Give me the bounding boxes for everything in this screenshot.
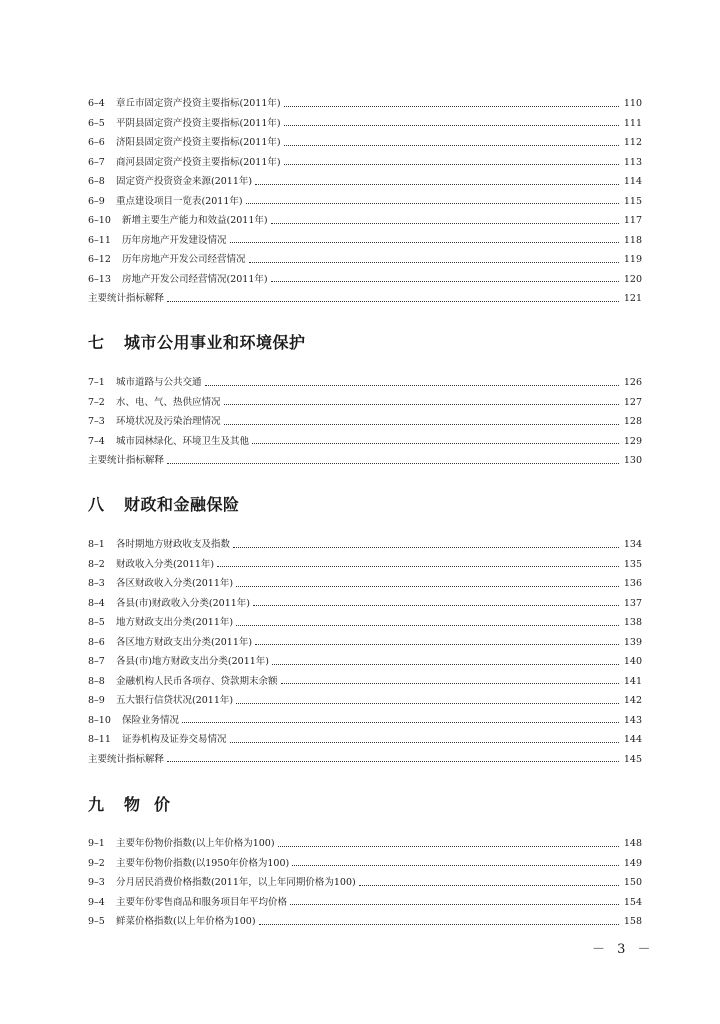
dot-leader [271,222,619,224]
entry-number: 6–13 [88,273,111,285]
entry-number: 7–2 [88,396,105,408]
toc-entry[interactable] [88,432,642,452]
entry-title: 水、电、气、热供应情况 [116,396,221,408]
entry-title: 城市道路与公共交通 [116,377,202,388]
entry-number: 9–5 [88,916,105,927]
dot-leader [230,741,619,743]
dot-leader [272,663,619,665]
entry-page: 154 [623,896,642,908]
entry-title: 金融机构人民币各项存、贷款期末余额 [116,675,278,687]
toc-entry[interactable] [88,412,642,432]
section-8-list [88,535,642,769]
entry-title: 各县(市)地方财政支出分类(2011年) [116,656,270,667]
dot-leader [284,105,619,107]
entry-number: 8–2 [88,558,105,570]
entry-title: 分月居民消费价格指数(2011年，以上年同期价格为100) [116,877,356,888]
toc-entry[interactable] [88,633,642,653]
toc-entry[interactable] [88,114,642,134]
dot-leader [281,682,619,684]
toc-entry-explanation[interactable] [88,451,642,471]
entry-page: 149 [623,857,642,869]
entry-page: 135 [623,558,642,570]
dot-leader [167,462,619,464]
toc-entry[interactable] [88,270,642,290]
entry-title: 保险业务情况 [122,714,180,726]
entry-number: 9–3 [88,877,105,888]
entry-page: 137 [623,597,642,609]
entry-page: 120 [623,273,642,285]
entry-title: 主要年份物价指数(以1950年价格为100) [116,857,290,869]
entry-title: 各区财政收入分类(2011年) [116,578,234,589]
dot-leader [182,721,619,723]
section-title: 城市公用事业和环境保护 [124,333,306,352]
entry-number: 8–1 [88,539,105,550]
entry-number: 8–8 [88,675,105,687]
section-number: 九 [88,795,105,814]
entry-page: 114 [623,176,642,187]
entry-title: 各区地方财政支出分类(2011年) [116,636,253,648]
entry-page: 148 [623,838,642,849]
toc-entry[interactable] [88,94,642,114]
entry-number: 6–8 [88,176,105,187]
entry-title: 鲜菜价格指数(以上年价格为100) [116,916,256,927]
dot-leader [255,643,619,645]
entry-number: 8–3 [88,578,105,589]
entry-title: 新增主要生产能力和效益(2011年) [122,215,268,226]
entry-number: 8–4 [88,597,105,609]
entry-number: 6–11 [88,234,111,246]
entry-title: 各时期地方财政收支及指数 [116,539,231,550]
toc-entry[interactable] [88,691,642,711]
entry-page: 141 [623,675,642,687]
entry-number: 9–4 [88,896,105,908]
entry-page: 110 [623,98,642,109]
entry-page: 121 [623,293,642,304]
dot-leader [284,163,619,165]
dot-leader [167,300,619,302]
dot-leader [249,261,619,263]
dot-leader [255,183,619,185]
entry-number: 7–1 [88,377,105,388]
toc-entry[interactable] [88,613,642,633]
dot-leader [236,702,619,704]
entry-number: 8–10 [88,714,111,726]
toc-entry[interactable] [88,912,642,932]
toc-entry[interactable] [88,652,642,672]
toc-entry[interactable] [88,133,642,153]
entry-page: 145 [623,753,642,765]
dot-leader [271,280,619,282]
entry-title: 各县(市)财政收入分类(2011年) [116,597,251,609]
entry-number: 6–12 [88,254,111,265]
dot-leader [252,442,619,444]
entry-page: 113 [623,156,642,168]
toc-entry[interactable] [88,153,642,173]
dot-leader [284,124,619,126]
entry-number: 6–7 [88,156,105,168]
entry-title: 历年房地产开发建设情况 [122,234,227,246]
entry-title: 章丘市固定资产投资主要指标(2011年) [116,98,281,109]
toc-entry[interactable] [88,211,642,231]
dot-leader [236,585,619,587]
toc-entry[interactable] [88,574,642,594]
toc-entry[interactable] [88,893,642,913]
toc-entry[interactable] [88,172,642,192]
dot-leader [292,864,619,866]
dot-leader [284,144,619,146]
entry-page: 130 [623,455,642,466]
entry-title: 城市园林绿化、环境卫生及其他 [116,435,250,447]
dot-leader [236,624,619,626]
toc-entry[interactable] [88,854,642,874]
toc-entry[interactable] [88,730,642,750]
entry-page: 126 [623,377,642,388]
dot-leader [246,202,619,204]
entry-page: 138 [623,617,642,628]
entry-number: 8–11 [88,734,111,745]
dot-leader [217,565,619,567]
entry-number: 8–5 [88,617,105,628]
toc-entry[interactable] [88,711,642,731]
section-number: 八 [88,495,105,514]
entry-number: 8–6 [88,636,105,648]
entry-page: 128 [623,416,642,427]
section-7-list [88,373,642,471]
entry-number: 6–5 [88,117,105,129]
dot-leader [230,241,619,243]
section-8-heading [88,492,240,515]
entry-title: 主要统计指标解释 [88,293,165,304]
entry-title: 济阳县固定资产投资主要指标(2011年) [116,137,281,148]
entry-title: 主要年份零售商品和服务项目年平均价格 [116,896,288,908]
toc-entry[interactable] [88,834,642,854]
toc-entry[interactable] [88,393,642,413]
entry-page: 118 [623,234,642,246]
entry-page: 111 [623,117,642,129]
section-number: 七 [88,333,105,352]
entry-page: 117 [623,215,642,226]
entry-title: 商河县固定资产投资主要指标(2011年) [116,156,281,168]
dot-leader [167,760,619,762]
toc-entry[interactable] [88,373,642,393]
entry-title: 主要年份物价指数(以上年价格为100) [116,838,275,849]
entry-title: 五大银行信贷状况(2011年) [116,695,234,706]
entry-number: 6–4 [88,98,105,109]
page-number: － 3 － [592,942,655,957]
dot-leader [224,423,619,425]
toc-entry[interactable] [88,594,642,614]
entry-number: 6–9 [88,195,105,207]
entry-page: 134 [623,539,642,550]
entry-title: 固定资产投资资金来源(2011年) [116,176,253,187]
entry-page: 129 [623,435,642,447]
section-6-list [88,94,642,309]
toc-entry[interactable] [88,555,642,575]
entry-number: 8–7 [88,656,105,667]
entry-title: 证券机构及证券交易情况 [122,734,227,745]
entry-page: 112 [623,137,642,148]
section-title: 财政和金融保险 [124,495,240,514]
toc-entry[interactable] [88,250,642,270]
dot-leader [205,384,619,386]
section-9-list [88,834,642,932]
entry-page: 140 [623,656,642,667]
section-7-heading [88,330,306,353]
entry-title: 环境状况及污染治理情况 [116,416,221,427]
entry-page: 139 [623,636,642,648]
entry-number: 8–9 [88,695,105,706]
toc-entry-explanation[interactable] [88,750,642,770]
entry-title: 财政收入分类(2011年) [116,558,215,570]
toc-entry-explanation[interactable] [88,289,642,309]
toc-entry[interactable] [88,192,642,212]
entry-page: 144 [623,734,642,745]
toc-entry[interactable] [88,873,642,893]
entry-number: 6–6 [88,137,105,148]
dot-leader [224,403,619,405]
entry-title: 历年房地产开发公司经营情况 [122,254,246,265]
dot-leader [278,845,619,847]
entry-number: 9–2 [88,857,105,869]
entry-page: 143 [623,714,642,726]
entry-title: 重点建设项目一览表(2011年) [116,195,243,207]
entry-page: 150 [623,877,642,888]
dot-leader [359,884,619,886]
entry-number: 7–4 [88,435,105,447]
dot-leader [259,923,619,925]
entry-title: 主要统计指标解释 [88,753,165,765]
entry-page: 158 [623,916,642,927]
entry-title: 房地产开发公司经营情况(2011年) [122,273,268,285]
entry-title: 主要统计指标解释 [88,455,165,466]
toc-entry[interactable] [88,231,642,251]
dot-leader [253,604,619,606]
entry-number: 7–3 [88,416,105,427]
entry-page: 115 [623,195,642,207]
toc-entry[interactable] [88,672,642,692]
entry-page: 136 [623,578,642,589]
entry-page: 119 [623,254,642,265]
dot-leader [233,546,619,548]
entry-title: 地方财政支出分类(2011年) [116,617,234,628]
toc-entry[interactable] [88,535,642,555]
entry-number: 6–10 [88,215,111,226]
entry-number: 9–1 [88,838,105,849]
section-title: 物价 [124,795,185,814]
dot-leader [290,903,619,905]
entry-page: 142 [623,695,642,706]
entry-title: 平阴县固定资产投资主要指标(2011年) [116,117,281,129]
section-9-heading [88,792,184,815]
entry-page: 127 [623,396,642,408]
